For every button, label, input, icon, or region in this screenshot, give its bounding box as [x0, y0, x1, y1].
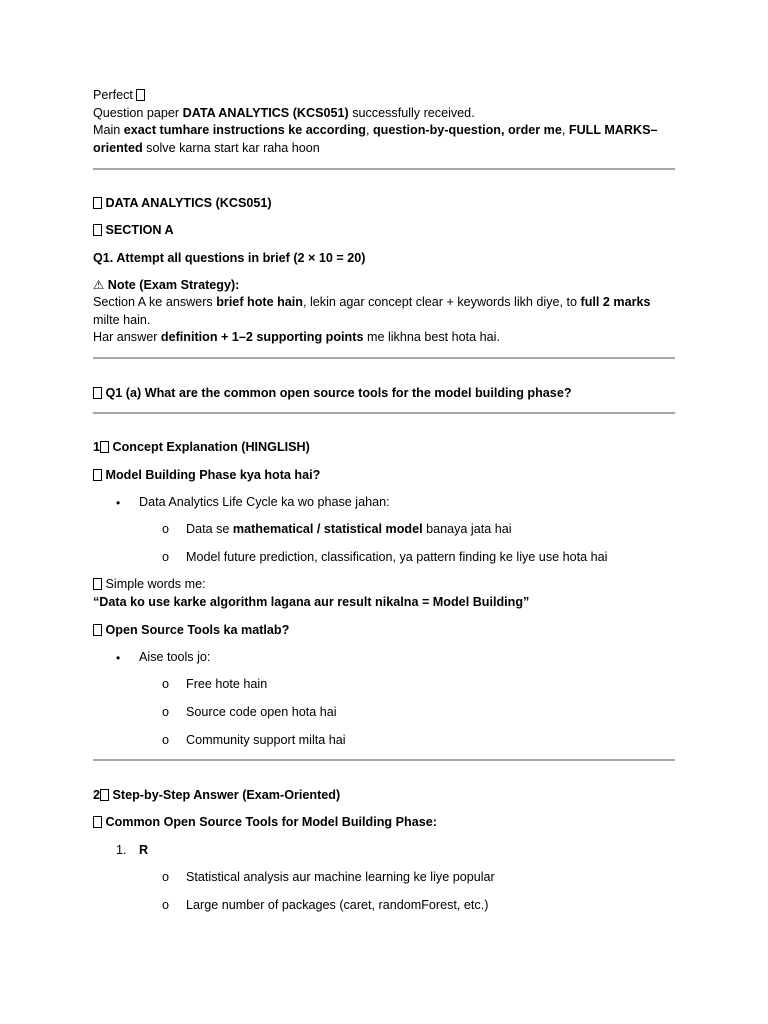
bullet-icon: • — [116, 651, 121, 665]
definition-quote: “Data ko use karke algorithm lagana aur result nikalna = Model Building” — [93, 595, 530, 609]
list-item: Data se mathematical / statistical model banaya jata hai — [186, 522, 512, 536]
list-item: R — [139, 843, 149, 857]
divider — [93, 168, 675, 170]
circle-bullet-icon: o — [162, 898, 170, 912]
divider — [93, 357, 675, 359]
missing-glyph-icon — [100, 789, 109, 801]
list-item: Data Analytics Life Cycle ka wo phase jahan: — [139, 495, 390, 509]
circle-bullet-icon: o — [162, 733, 170, 747]
list-item: Source code open hota hai — [186, 705, 337, 719]
circle-bullet-icon: o — [162, 522, 170, 536]
note-line-3: Har answer definition + 1–2 supporting points me likhna best hota hai. — [93, 330, 500, 344]
concept-heading: 1 Concept Explanation (HINGLISH) — [93, 440, 310, 454]
missing-glyph-icon — [93, 816, 102, 828]
section-title: SECTION A — [93, 221, 174, 239]
missing-glyph-icon — [93, 387, 102, 399]
bullet-icon: • — [116, 496, 121, 510]
question-title: Q1 (a) What are the common open source tools for the model building phase? — [93, 384, 572, 402]
steps-heading: 2 Step-by-Step Answer (Exam-Oriented) — [93, 788, 341, 802]
intro-line-1: Perfect — [93, 86, 145, 104]
circle-bullet-icon: o — [162, 705, 170, 719]
q1-heading: Q1. Attempt all questions in brief (2 × 10 = 20) — [93, 251, 366, 265]
note-line-2: milte hain. — [93, 313, 151, 327]
intro-line-3: Main exact tumhare instructions ke according, question-by-question, order me, FULL MARKS– — [93, 123, 658, 137]
missing-glyph-icon — [93, 469, 102, 481]
missing-glyph-icon — [93, 578, 102, 590]
missing-glyph-icon — [93, 197, 102, 209]
divider — [93, 759, 675, 761]
circle-bullet-icon: o — [162, 677, 170, 691]
circle-bullet-icon: o — [162, 870, 170, 884]
missing-glyph-icon — [93, 624, 102, 636]
simple-words-line: Simple words me: — [93, 575, 206, 593]
intro-line-2: Question paper DATA ANALYTICS (KCS051) successfully received. — [93, 106, 475, 120]
missing-glyph-icon — [136, 89, 145, 101]
list-number: 1. — [116, 843, 127, 857]
list-item: Free hote hain — [186, 677, 268, 691]
list-item: Model future prediction, classification, ya pattern finding ke liye use hota hai — [186, 550, 608, 564]
list-item: Community support milta hai — [186, 733, 346, 747]
doc-title: DATA ANALYTICS (KCS051) — [93, 194, 272, 212]
note-line-1: Section A ke answers brief hote hain, lekin agar concept clear + keywords likh diye, to full 2 marks — [93, 295, 651, 309]
circle-bullet-icon: o — [162, 550, 170, 564]
list-item: Aise tools jo: — [139, 650, 211, 664]
concept-subheading-2: Open Source Tools ka matlab? — [93, 621, 289, 639]
note-heading: ⚠ Note (Exam Strategy): — [93, 278, 240, 292]
concept-subheading-1: Model Building Phase kya hota hai? — [93, 466, 320, 484]
divider — [93, 412, 675, 414]
intro-line-4: oriented solve karna start kar raha hoon — [93, 141, 320, 155]
warning-icon: ⚠ — [93, 278, 105, 292]
missing-glyph-icon — [93, 224, 102, 236]
steps-subheading: Common Open Source Tools for Model Building Phase: — [93, 813, 437, 831]
missing-glyph-icon — [100, 441, 109, 453]
list-item: Statistical analysis aur machine learning ke liye popular — [186, 870, 495, 884]
list-item: Large number of packages (caret, randomForest, etc.) — [186, 898, 489, 912]
